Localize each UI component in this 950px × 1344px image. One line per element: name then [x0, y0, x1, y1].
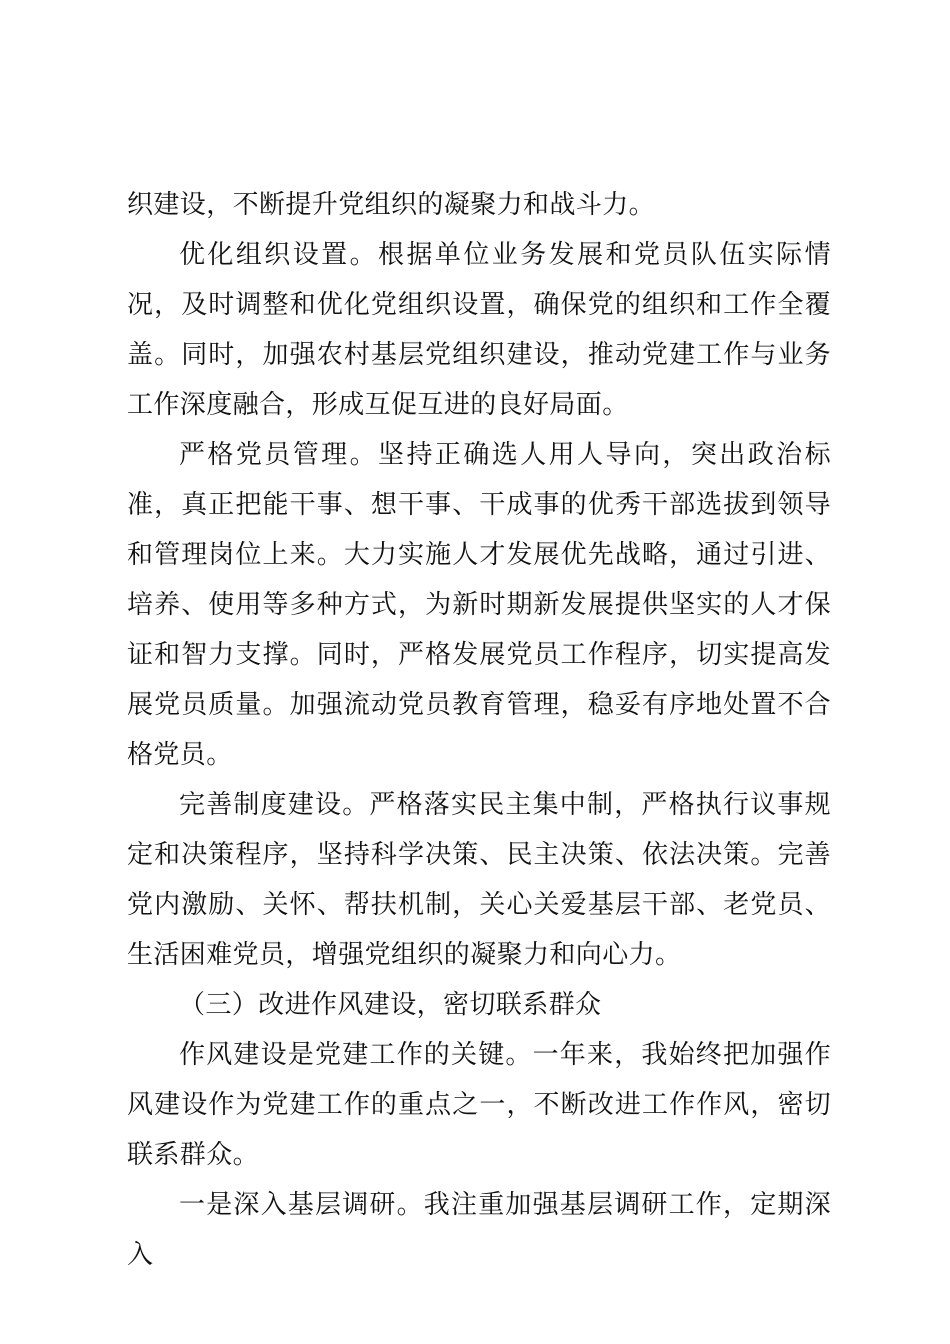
document-body	[127, 180, 831, 1280]
paragraph-strict-member-management: 严格党员管理。坚持正确选人用人导向，突出政治标准，真正把能干事、想干事、干成事的优秀干部选拔到领导和管理岗位上来。大力实施人才发展优先战略，通过引进、培养、使用等多种方式，为新时期新发展提供坚实的人才保证和智力支撑。同时，严格发展党员工作程序，切实提高发展党员质量。加强流动党员教育管理，稳妥有序地处置不合格党员。	[127, 440, 831, 770]
paragraph-continuation: 织建设，不断提升党组织的凝聚力和战斗力。	[127, 190, 656, 220]
paragraph-work-style: 作风建设是党建工作的关键。一年来，我始终把加强作风建设作为党建工作的重点之一，不断改进工作作风，密切联系群众。	[127, 1040, 831, 1170]
paragraph-improve-system: 完善制度建设。严格落实民主集中制，严格执行议事规定和决策程序，坚持科学决策、民主决策、依法决策。完善党内激励、关怀、帮扶机制，关心关爱基层干部、老党员、生活困难党员，增强党组织的凝聚力和向心力。	[127, 790, 831, 970]
paragraph-grassroots-research: 一是深入基层调研。我注重加强基层调研工作，定期深入	[127, 1190, 831, 1270]
section-heading-three: （三）改进作风建设，密切联系群众	[179, 990, 602, 1020]
paragraph-optimize-organization: 优化组织设置。根据单位业务发展和党员队伍实际情况，及时调整和优化党组织设置，确保党的组织和工作全覆盖。同时，加强农村基层党组织建设，推动党建工作与业务工作深度融合，形成互促互进的良好局面。	[127, 240, 831, 420]
